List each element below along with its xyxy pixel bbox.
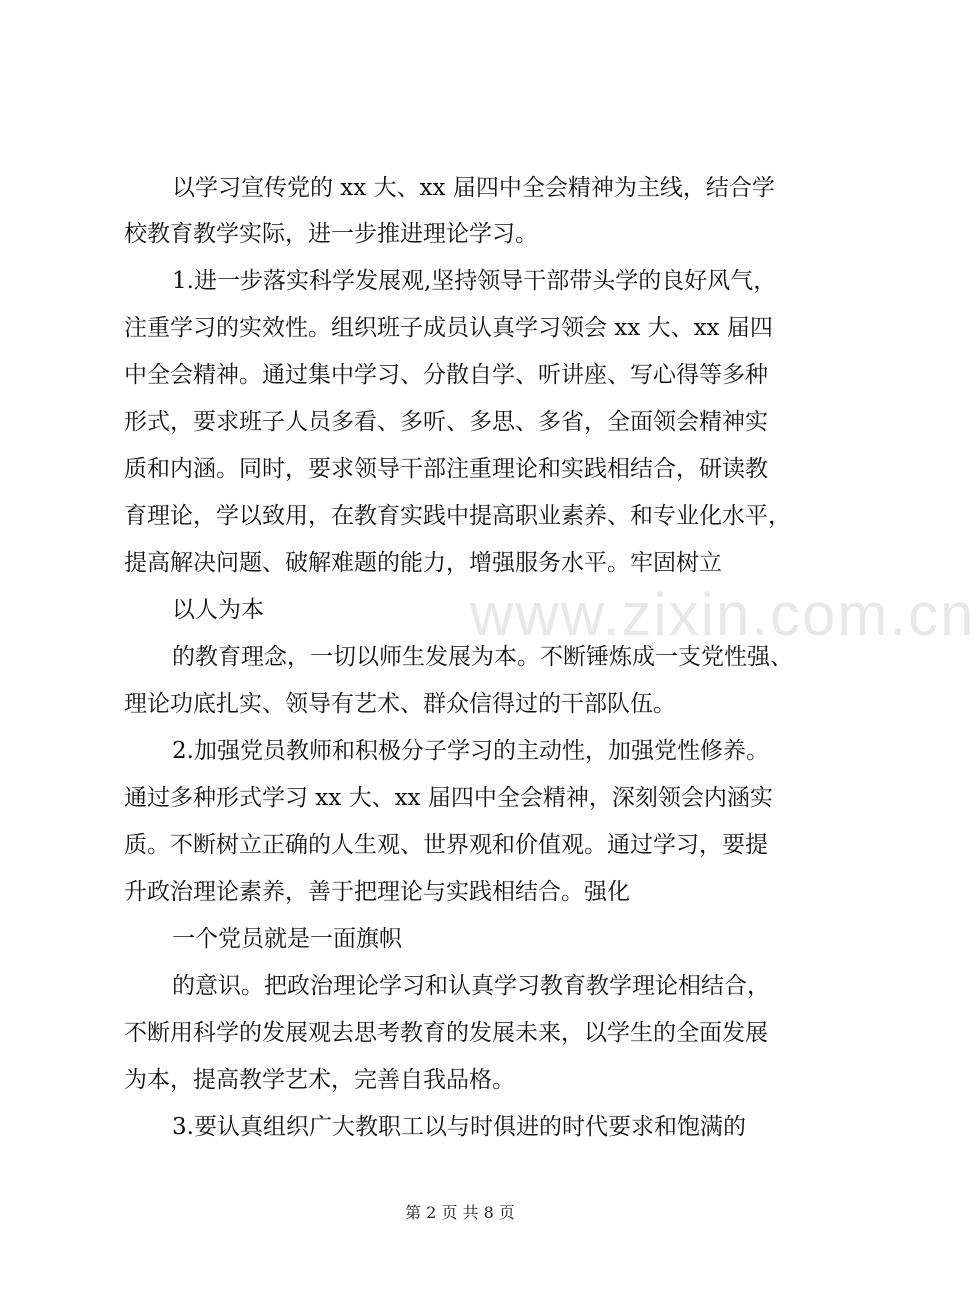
paragraph-line: 通过多种形式学习 xx 大、xx 届四中全会精神，深刻领会内涵实 bbox=[124, 785, 773, 811]
paragraph-line: 形式，要求班子人员多看、多听、多思、多省，全面领会精神实 bbox=[124, 409, 768, 435]
paragraph-line: 提高解决问题、破解难题的能力，增强服务水平。牢固树立 bbox=[124, 550, 722, 576]
watermark: www.zixin.com.cn bbox=[470, 581, 975, 648]
paragraph-line: 质和内涵。同时，要求领导干部注重理论和实践相结合，研读教 bbox=[124, 456, 768, 482]
paragraph-line: 以人为本 bbox=[172, 597, 264, 623]
paragraph-line: 注重学习的实效性。组织班子成员认真学习领会 xx 大、xx 届四 bbox=[124, 315, 773, 341]
paragraph-line: 以学习宣传党的 xx 大、xx 届四中全会精神为主线，结合学 bbox=[172, 175, 775, 201]
paragraph-line: 育理论，学以致用，在教育实践中提高职业素养、和专业化水平， bbox=[124, 503, 791, 529]
paragraph-line: 质。不断树立正确的人生观、世界观和价值观。通过学习，要提 bbox=[124, 832, 768, 858]
paragraph-line: 升政治理论素养，善于把理论与实践相结合。强化 bbox=[124, 879, 630, 905]
paragraph-line: 为本，提高教学艺术，完善自我品格。 bbox=[124, 1067, 515, 1093]
paragraph-line: 中全会精神。通过集中学习、分散自学、听讲座、写心得等多种 bbox=[124, 362, 768, 388]
paragraph-line: 不断用科学的发展观去思考教育的发展未来，以学生的全面发展 bbox=[124, 1020, 768, 1046]
paragraph-line: 的教育理念，一切以师生发展为本。不断锤炼成一支党性强、 bbox=[172, 644, 793, 670]
paragraph-line: 3.要认真组织广大教职工以与时俱进的时代要求和饱满的 bbox=[172, 1114, 746, 1140]
paragraph-line: 2.加强党员教师和积极分子学习的主动性，加强党性修养。 bbox=[172, 738, 769, 764]
paragraph-line: 理论功底扎实、领导有艺术、群众信得过的干部队伍。 bbox=[124, 691, 676, 717]
paragraph-line: 一个党员就是一面旗帜 bbox=[172, 926, 402, 952]
paragraph-line: 1.进一步落实科学发展观,坚持领导干部带头学的良好风气， bbox=[172, 268, 777, 294]
paragraph-line: 的意识。把政治理论学习和认真学习教育教学理论相结合， bbox=[172, 973, 770, 999]
paragraph-line: 校教育教学实际，进一步推进理论学习。 bbox=[124, 221, 538, 247]
page-number: 第 2 页 共 8 页 bbox=[405, 1203, 515, 1222]
